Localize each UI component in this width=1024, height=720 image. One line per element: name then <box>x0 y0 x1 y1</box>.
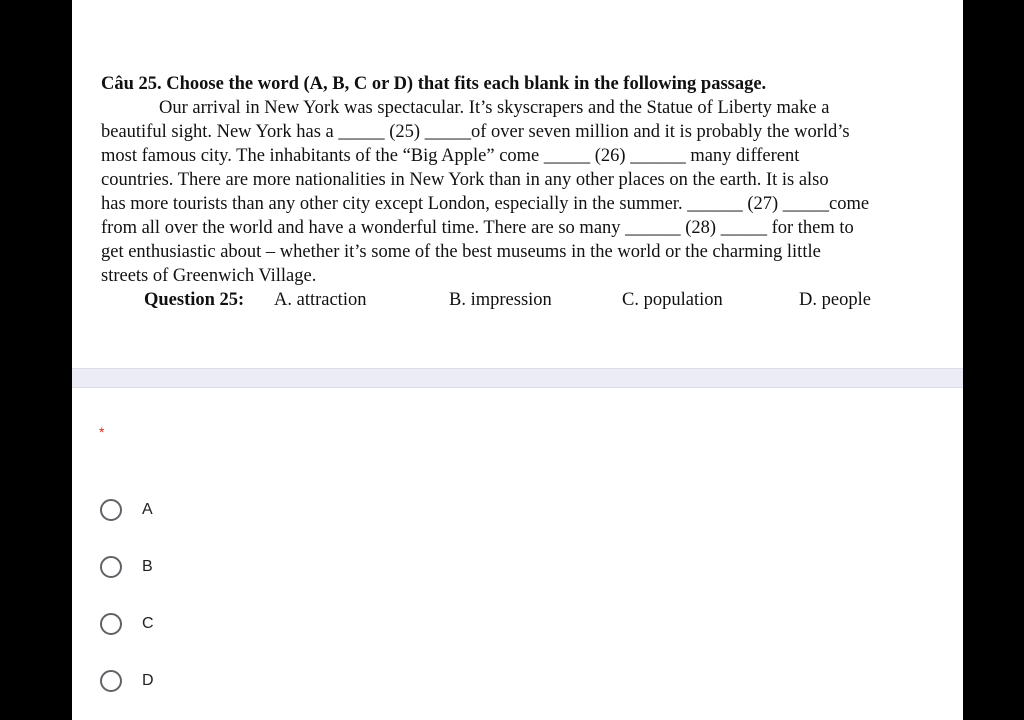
radio-d[interactable] <box>100 670 122 692</box>
required-marker: * <box>99 424 105 440</box>
choice-a-label: A <box>142 501 153 518</box>
passage-line-1: Our arrival in New York was spectacular. It’s skyscrapers and the Statue of Liberty make a <box>159 98 830 118</box>
option-b-text: B. impression <box>449 290 552 310</box>
choice-d-label: D <box>142 672 154 689</box>
passage-line-8: streets of Greenwich Village. <box>101 266 317 286</box>
radio-c[interactable] <box>100 613 122 635</box>
choice-c[interactable] <box>100 609 154 639</box>
passage-line-3: most famous city. The inhabitants of the “Big Apple” come _____ (26) ______ many different <box>101 146 800 166</box>
choice-c-label: C <box>142 615 154 632</box>
option-c-text: C. population <box>622 290 723 310</box>
choice-a[interactable] <box>100 495 153 525</box>
question-heading: Câu 25. Choose the word (A, B, C or D) that fits each blank in the following passage. <box>101 74 767 94</box>
passage-line-5: has more tourists than any other city except London, especially in the summer. ______ (27) _____come <box>101 194 870 214</box>
choice-b-label: B <box>142 558 153 575</box>
passage-line-4: countries. There are more nationalities in New York than in any other places on the earth. It is also <box>101 170 829 190</box>
passage <box>101 72 942 288</box>
passage-line-2: beautiful sight. New York has a _____ (25) _____of over seven million and it is probably the world’s <box>101 122 850 142</box>
form-page <box>72 0 963 720</box>
radio-a[interactable] <box>100 499 122 521</box>
passage-line-6: from all over the world and have a wonderful time. There are so many ______ (28) _____ for them to <box>101 218 854 238</box>
radio-b[interactable] <box>100 556 122 578</box>
section-divider <box>72 368 963 388</box>
passage-line-7: get enthusiastic about – whether it’s some of the best museums in the world or the charming little <box>101 242 821 262</box>
choice-b[interactable] <box>100 552 153 582</box>
option-d-text: D. people <box>799 290 871 310</box>
question-label: Question 25: <box>144 290 245 310</box>
question-options <box>144 288 904 312</box>
question-image <box>72 0 963 368</box>
option-a-text: A. attraction <box>274 290 367 310</box>
choice-d[interactable] <box>100 666 154 696</box>
